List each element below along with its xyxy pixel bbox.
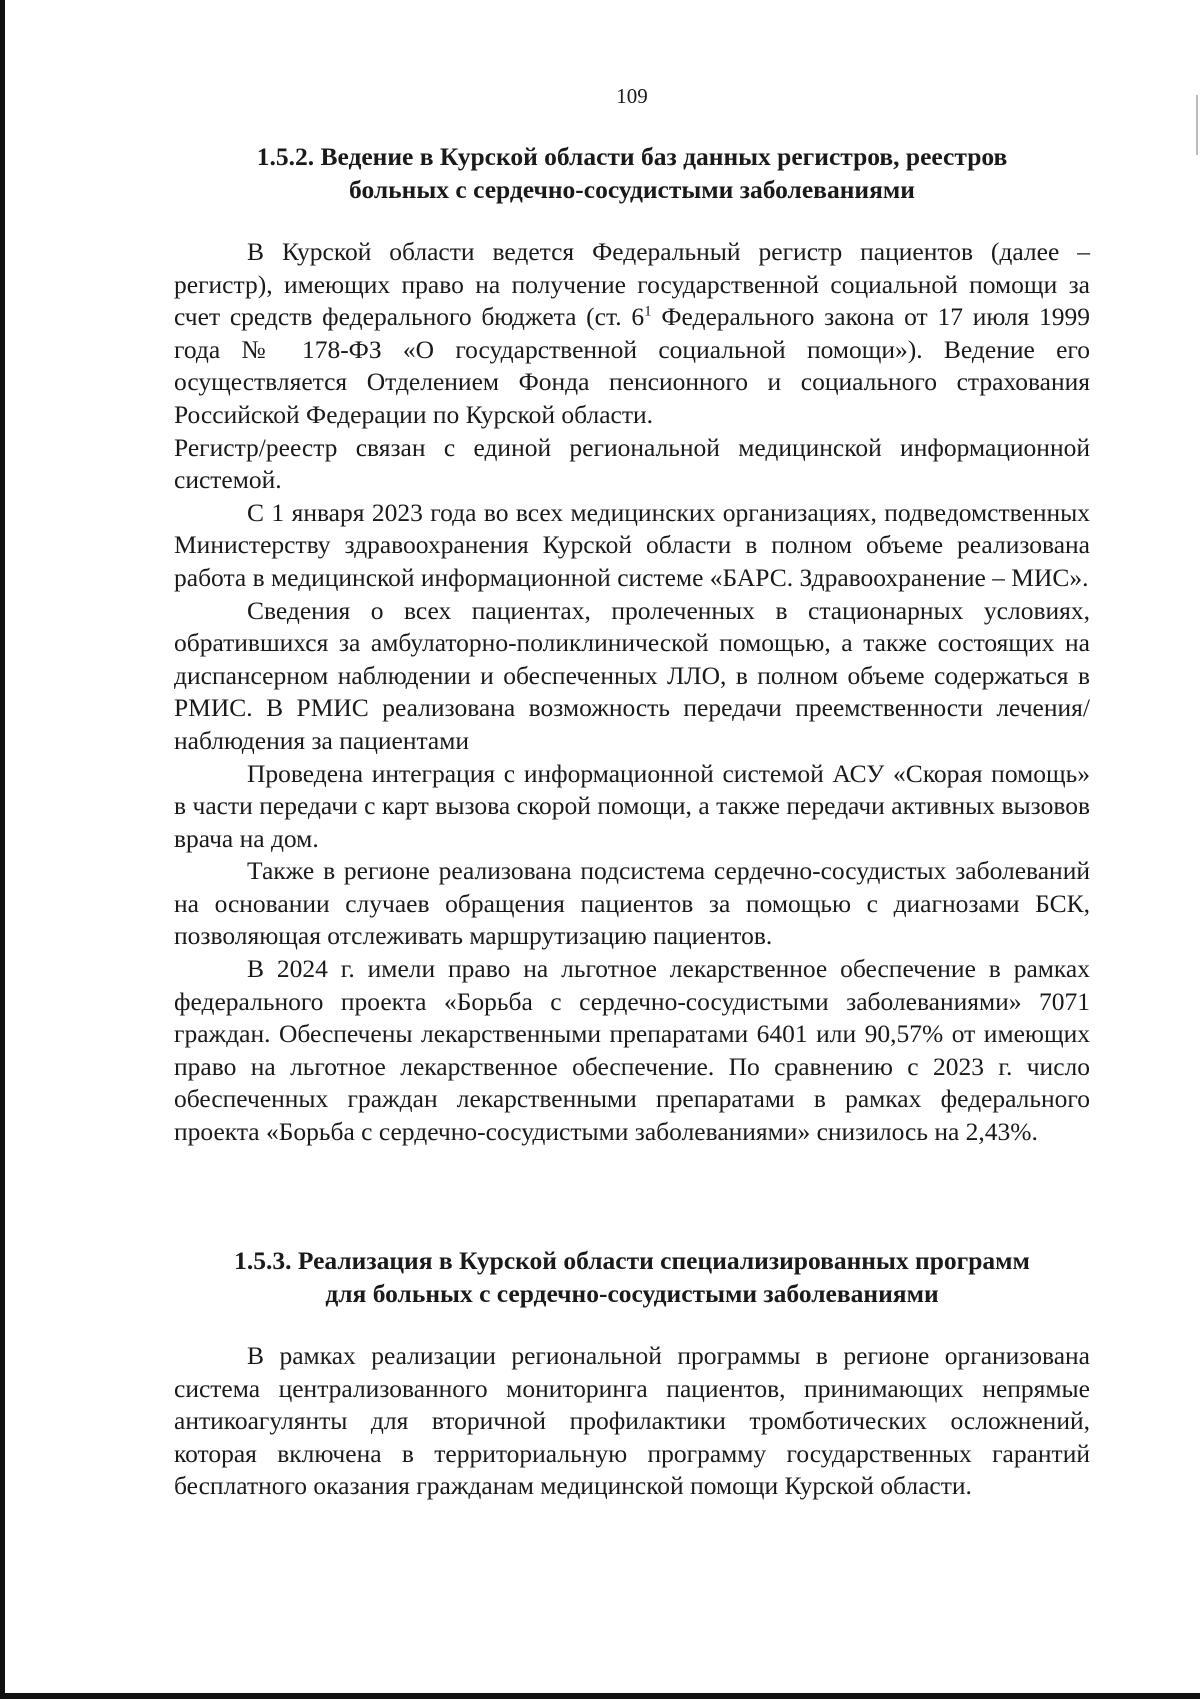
document-page: [174, 0, 1090, 1699]
section-heading-1-5-3: [174, 1244, 1090, 1310]
scan-mark-right: [1196, 95, 1198, 155]
section-heading-1-5-2: [174, 140, 1090, 206]
paragraph-ambulance-integration: Проведена интеграция с информационной системой АСУ «Скорая помощь» в части передачи с карт вызова скорой помощи, а также передачи активных вызовов врача на дом.: [174, 758, 1090, 853]
page-number: 109: [616, 84, 648, 108]
paragraph-drug-provision: В 2024 г. имели право на льготное лекарственное обеспечение в рамках федерального проекта «Борьба с сердечно-сосудистыми заболеваниями» 7071 граждан. Обеспечены лекарственными препаратами 6401 или 90,57% от имеющих право на льготное лекарственное обеспечение. По сравнению с 2023 г. число обеспеченных граждан лекарственными препаратами в рамках федерального проекта «Борьба с сердечно-сосудистыми заболеваниями» снизилось на 2,43%.: [174, 954, 1090, 1147]
paragraph-mis: С 1 января 2023 года во всех медицинских организациях, подведомственных Министерству здравоохранения Курской области в полном объеме реализована работа в медицинской информационной системе «БАРС. Здравоохранение – МИС».: [174, 497, 1090, 592]
paragraph-registry-link: Регистр/реестр связан с единой региональной медицинской информационной системой.: [174, 432, 1090, 495]
heading-line: 1.5.2. Ведение в Курской области баз данных регистров, реестров: [256, 142, 1008, 171]
paragraph-text: В Курской области ведется Федеральный регистр пациентов (далее – регистр), имеющих право на получение государственной социальной помощи за счет средств федерального бюджета (ст. 6: [174, 237, 1090, 332]
paragraph-bsk-subsystem: Также в регионе реализована подсистема сердечно-сосудистых заболеваний на основании случаев обращения пациентов за помощью с диагнозами БСК, позволяющая отслеживать маршрутизацию пациентов.: [174, 856, 1090, 951]
section-body-1-5-2: [174, 236, 1090, 1149]
section-body-1-5-3: [174, 1340, 1090, 1503]
footnote-superscript: 1: [644, 303, 652, 320]
heading-line: 1.5.3. Реализация в Курской области специализированных программ: [234, 1246, 1030, 1275]
heading-line: больных с сердечно-сосудистыми заболеваниями: [349, 175, 915, 204]
paragraph-monitoring: В рамках реализации региональной программы в регионе организована система централизованного мониторинга пациентов, принимающих непрямые антикоагулянты для вторичной профилактики тромботических осложнений, которая включена в территориальную программу государственных гарантий бесплатного оказания гражданам медицинской помощи Курской области.: [174, 1341, 1090, 1501]
paragraph-rmis: Сведения о всех пациентах, пролеченных в стационарных условиях, обратившихся за амбулаторно-поликлинической помощью, а также состоящих на диспансерном наблюдении и обеспеченных ЛЛО, в полном объеме содержаться в РМИС. В РМИС реализована возможность передачи преемственности лечения/наблюдения за пациентами: [174, 595, 1090, 755]
scan-edge-left: [0, 0, 5, 1699]
heading-line: для больных с сердечно-сосудистыми заболеваниями: [325, 1279, 939, 1308]
paragraph-text: Федерального закона от 17 июля 1999 года № 178-ФЗ «О государственной социальной помощи»). Ведение его осуществляется Отделением Фонда пенсионного и социального страхования Российской Федерации по Курской области.: [174, 302, 1091, 429]
paragraph-registry: [174, 236, 1090, 432]
